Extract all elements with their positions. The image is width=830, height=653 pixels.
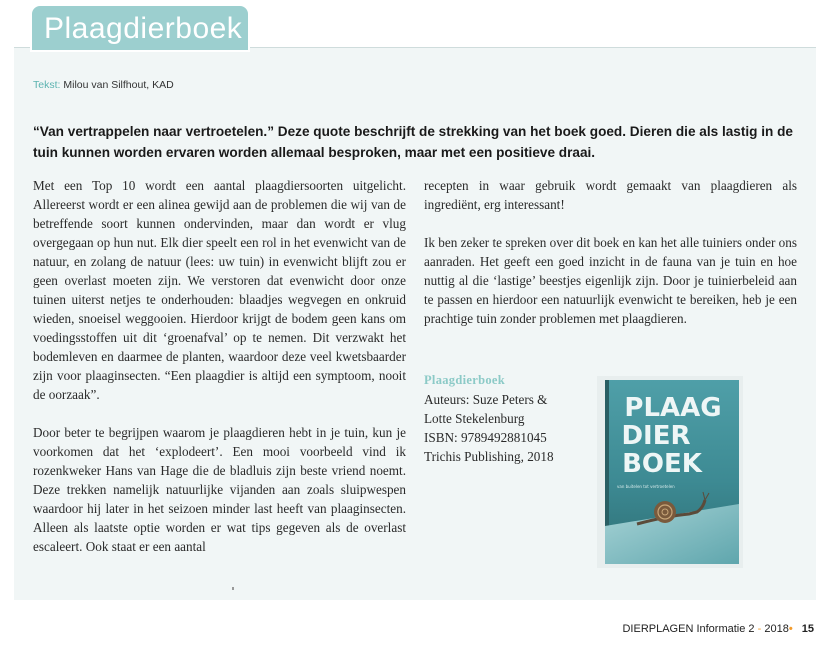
intro-quote: “Van vertrappelen naar vertroetelen.” Deze quote beschrijft de strekking van het boek goed. Dieren die als lastig in de tuin kunnen worden ervaren worden allemaal besproken, maar met een positieve draai. [33, 124, 793, 160]
paragraph: Door beter te begrijpen waarom je plaagdieren hebt in je tuin, kun je voorkomen dat het ‘explodeert’. Een mooi voorbeeld vind ik rozenkweker Hans van Hage die de bladluis zijn beste vriend noemt. Deze trekken namelijk natuurlijke vijanden aan zoals sluipwespen waardoor hij later in het seizoen minder last heeft van plaaginsecten. Alleen als laatste optie worden er wat tips gegeven als de overlast escaleert. Ook staat er een aantal [33, 425, 406, 554]
paragraph: Met een Top 10 wordt een aantal plaagdiersoorten uitgelicht. Allereerst wordt er een alinea gewijd aan de problemen die wij van de betreffende soort kunnen ondervinden, maar dan wordt er vlug overgegaan op hun nut. Elk dier speelt een rol in het evenwicht van de natuur, en zolang de natuur (lees: uw tuin) in evenwicht blijft zou er geen overlast moeten zijn. We verstoren dat evenwicht door onze tuinen uiterst netjes te onderhouden: blaadjes wegvegen en onkruid wieden, snoeisel weggooien. Hierdoor krijgt de bodem geen kans om voedingsstoffen uit dit ‘groenafval’ op te nemen. Dit verzwakt het bodemleven en daarmee de planten, waardoor deze veel kwetsbaarder zijn voor plaaginsecten. “Een plaagdier is altijd een symptoom, nooit de oorzaak”. [33, 178, 406, 402]
page-number: 15 [801, 623, 814, 635]
cover-subtitle: van buitelen tot vertroetelen [617, 484, 675, 489]
issue-year: 2018 [764, 623, 789, 635]
section-header [30, 4, 250, 52]
cover-title-line: DIER [621, 421, 691, 451]
book-authors: Auteurs: Suze Peters & [424, 392, 548, 407]
book-info-title: Plaagdierboek [424, 373, 505, 387]
print-speck [232, 587, 234, 590]
book-publisher: Trichis Publishing, 2018 [424, 449, 554, 464]
cover-title-line: BOEK [622, 449, 702, 479]
byline-author: Milou van Silfhout, KAD [63, 79, 174, 91]
page-footer [622, 623, 814, 635]
paragraph: recepten in waar gebruik wordt gemaakt van plaagdieren als ingrediënt, erg interessant! [424, 178, 797, 212]
cover-title-line: PLAAG [624, 393, 722, 423]
book-isbn: ISBN: 9789492881045 [424, 430, 547, 445]
page-title: Plaagdierboek [44, 12, 243, 45]
column-right [424, 176, 797, 328]
byline [33, 79, 174, 91]
issue-separator: - [757, 623, 762, 635]
issue-number: 2 [748, 623, 755, 635]
book-cover-image [597, 376, 743, 568]
book-info [424, 371, 594, 466]
book-authors: Lotte Stekelenburg [424, 411, 525, 426]
paragraph: Ik ben zeker te spreken over dit boek en kan het alle tuiniers onder ons aanraden. Het geeft een goed inzicht in de fauna van je tuin en hoe nuttig al die ‘lastige’ beestjes eigenlijk zijn. Door je tuinierbeleid aan te passen en hierdoor een natuurlijk evenwicht te bereiken, heb je een prachtige tuin zonder problemen met plaagdieren. [424, 235, 797, 326]
byline-label: Tekst: [33, 79, 61, 91]
footer-bullet: • [788, 623, 793, 635]
magazine-name: DIERPLAGEN Informatie [622, 623, 746, 635]
column-left [33, 176, 406, 556]
